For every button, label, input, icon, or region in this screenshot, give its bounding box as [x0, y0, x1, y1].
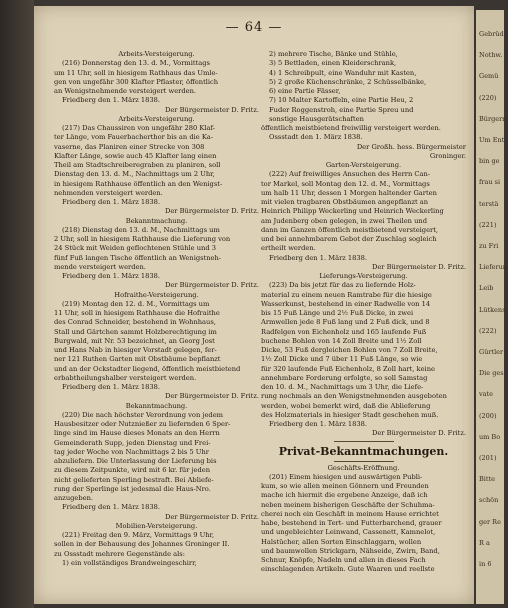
text-line: am Judenberg oben gelegen, in zwei Theilen und: [261, 216, 427, 225]
section-divider: [334, 441, 394, 442]
text-line: (201) Einem hiesigen und auswärtigen Publi-: [269, 472, 423, 481]
text-line: Ossstadt den 1. März 1838.: [269, 133, 363, 142]
text-line: für 320 laufende Fuß Eichenholz, 8 Zoll hart, keine: [261, 364, 435, 373]
adjacent-page-fragment: terstä: [479, 199, 499, 208]
text-line: 5) 2 große Küchenschränke, 2 Schüsselbänke,: [269, 77, 427, 86]
text-line: zu Ossstadt mehrere Gegenstände als:: [54, 549, 185, 558]
text-line: 3) 5 Bettladen, einen Kleiderschrank,: [269, 59, 397, 68]
private-notices: [261, 464, 466, 575]
adjacent-page-fragment: Bürgerm: [479, 114, 508, 123]
text-line: tor Markel, soll Montag den 12. d. M., Vormittags: [261, 179, 430, 188]
text-line: den 10. d. M., Nachmittags um 3 Uhr, die Liefe-: [261, 383, 424, 391]
adjacent-page-fragment: zu Fri: [479, 242, 499, 251]
text-line: Friedberg den 1. März 1838.: [62, 272, 161, 280]
adjacent-page-fragment: (221): [479, 220, 497, 229]
text-line: nehmenden versteigert werden.: [54, 188, 163, 197]
text-line: mache ich hiermit die ergebene Anzeige, daß ich: [261, 491, 428, 500]
text-line: fünf Fuß langen Tische öffentlich an Wenigstneh-: [54, 253, 222, 262]
text-line: werden, wobei bemerkt wird, daß die Ablieferung: [261, 401, 431, 410]
adjacent-page-fragment: (200): [479, 411, 497, 420]
text-line: Armwellen jede 8 Fuß lang und 2 Fuß dick, und 8: [261, 318, 430, 327]
text-line: 2) mehrere Tische, Bänke und Stühle,: [269, 50, 398, 58]
text-line: tag jeder Woche von Nachmittags 2 bis 5 Uhr: [54, 447, 209, 456]
text-line: Der Bürgermeister D. Fritz.: [164, 105, 259, 114]
section-divider: [334, 461, 394, 462]
adjacent-page-fragment: (222): [479, 326, 497, 335]
text-line: und bei annehmbarem Gebot der Zuschlag sogleich: [261, 235, 437, 243]
text-line: dann im Ganzen öffentlich meistbietend versteigert,: [261, 225, 439, 234]
text-line: Hausbesitzer oder Nutznießer zu liefernden 6 Sper-: [54, 420, 231, 428]
adjacent-page-fragment: Leib: [479, 284, 494, 293]
public-notices-continued: [261, 50, 466, 439]
text-line: (221) Freitag den 9. März, Vormittags 9 Uhr,: [62, 531, 215, 539]
text-line: Mobilien-Versteigerung.: [115, 521, 198, 530]
text-line: des Conrad Schneider, bestehend in Wohnhaus,: [54, 318, 216, 327]
adjacent-page-fragment: Gemü: [479, 72, 499, 81]
adjacent-page-fragment: Gebrüd: [479, 30, 504, 38]
text-line: (217) Das Chaussiren von ungefähr 280 Klaf-: [62, 124, 216, 132]
text-line: Fuder Roggenstroh, eine Partie Spreu und: [269, 105, 414, 114]
text-line: mende versteigert werden.: [54, 262, 146, 271]
text-line: gen von ungefähr 300 Klafter Pflaster, öffentlich: [54, 77, 219, 86]
text-line: 1½ Zoll Dicke und 7 über 11 Fuß Länge, so wie: [261, 355, 423, 364]
text-line: abzuliefern. Die Unterlassung der Lieferung bis: [54, 457, 217, 465]
text-line: 24 Stück mit Weiden geflochtenen Stühle und 3: [54, 244, 217, 253]
text-line: Theil am Stadtschreiberegraben zu planiren, soll: [54, 161, 221, 169]
text-line: öffentlich meistbietend freiwillig versteigert werden.: [261, 124, 441, 132]
adjacent-page-fragment: Lütkens: [479, 305, 506, 314]
text-line: Dicke, 53 Fuß dergleichen Bohlen von 7 Zoll Breite,: [261, 346, 438, 354]
text-line: habe, bestehend in Tert- und Futterbarchend, grauer: [261, 519, 442, 527]
text-line: mit vielen tragbaren Obstbäumen angepflanzt an: [261, 198, 429, 206]
text-line: Friedberg den 1. März 1838.: [62, 96, 161, 105]
text-line: Gemeinderath Supp, jeden Dienstag und Frei-: [54, 438, 211, 447]
text-line: sonstige Hausgerätschaften: [269, 114, 364, 123]
page-number: — 64 —: [225, 20, 283, 35]
text-line: Schnur, Knöpfe, Nadeln und allen in dieses Fach: [261, 556, 426, 564]
text-line: Dienstag den 13. d. M., Nachmittags um 2 Uhr,: [54, 170, 215, 179]
adjacent-page-fragment: Nothw.: [479, 51, 503, 60]
text-line: Friedberg den 1. März 1838.: [62, 198, 161, 206]
text-line: Groninger.: [429, 151, 466, 160]
text-line: Der Bürgermeister D. Fritz.: [164, 392, 259, 401]
text-line: Heinrich Philipp Weckerling und Heinrich Weckerling: [261, 207, 444, 216]
text-line: 11 Uhr, soll in hiesigem Rathhause die Hofraithe: [54, 309, 220, 317]
text-line: um 11 Uhr, soll in hiesigem Rathhaus das Umle-: [54, 68, 218, 77]
text-line: Arbeits-Versteigerung.: [118, 114, 195, 123]
text-line: (220) Die nach höchster Verordnung von jedem: [62, 410, 223, 419]
text-line: Halstücher, allen Sorten Einschlaggarn, wollen: [261, 537, 422, 546]
text-line: um halb 11 Uhr, dessen 1 Morgen haltender Garten: [261, 188, 437, 197]
text-line: sollen in der Behausung des Johannes Groninger II.: [54, 540, 230, 549]
adjacent-page-fragment: um Bo: [479, 432, 501, 441]
text-line: ter Länge, vom Fauerbacherthor bis an die Ka-: [54, 133, 214, 142]
text-line: zu diesem Zeitpunkte, wird mit 6 kr. für jeden: [54, 466, 211, 475]
newspaper-page: [34, 6, 474, 604]
text-line: Bekanntmachung.: [125, 401, 188, 410]
adjacent-page-fragment: schön: [479, 496, 499, 505]
text-line: und an der Ockstadter liegend, öffentlich meistbietend: [54, 364, 241, 373]
adjacent-page-fragment: Die ges: [479, 369, 504, 378]
text-line: buchene Bohlen von 14 Zoll Breite und 1½ Zoll: [261, 336, 422, 345]
text-line: rung der Sperlinge ist jedesmal die Haus-Nro.: [54, 484, 211, 493]
text-line: Der Bürgermeister D. Fritz.: [164, 281, 259, 290]
text-line: ertheilt werden.: [261, 244, 316, 253]
text-line: anzugeben.: [54, 494, 94, 502]
adjacent-page-fragment: Lieferun: [479, 263, 507, 272]
text-line: Hofraithe-Versteigerung.: [114, 290, 199, 299]
adjacent-page-fragment: in 6: [479, 560, 492, 569]
text-line: bis 15 Fuß Länge und 2½ Fuß Dicke, in zwei: [261, 309, 414, 317]
book-spine-shadow: [0, 0, 34, 608]
text-line: Friedberg den 1. März 1838.: [62, 503, 161, 512]
text-line: linge sind im Hause dieses Monats an den Herrn: [54, 429, 220, 438]
adjacent-page-fragment: frau si: [479, 178, 501, 187]
text-line: und ungebleichter Leinwand, Cassenett, Kamnelot,: [261, 528, 436, 537]
text-line: Wasserkunst, bestehend in einer Radwelle von 14: [261, 299, 431, 308]
text-line: Klafter Länge, sowie auch 45 Klafter lang einen: [54, 151, 217, 160]
adjacent-page-fragment: (220): [479, 93, 497, 102]
text-line: rung nochmals an den Wenigstnehmenden ausgeboten: [261, 392, 447, 401]
text-line: kum, so wie allen meinen Gönnern und Freunden: [261, 482, 429, 490]
adjacent-page-fragment: R a: [479, 538, 490, 547]
text-line: Friedberg den 1. März 1838.: [62, 383, 161, 391]
text-line: des Holzmaterials in hiesiger Stadt geschehen muß.: [261, 410, 439, 419]
text-line: Friedberg den 1. März 1838.: [269, 420, 368, 428]
adjacent-page-fragment: bin ge: [479, 157, 500, 166]
private-notices-heading: Privat-Bekanntmachungen.: [278, 444, 449, 458]
text-line: cherei noch ein Geschäft in meinem Hause errichtet: [261, 509, 439, 518]
text-line: 4) 1 Schreibpult, eine Wanduhr mit Kasten,: [269, 68, 417, 77]
adjacent-page-fragment: (201): [479, 454, 497, 463]
text-line: nicht gelieferten Sperling bestraft. Bei Abliefe-: [54, 475, 214, 484]
text-line: und baumwollen Strickgarn, Nähseide, Zwirn, Band,: [261, 546, 440, 555]
text-line: Bekanntmachung.: [125, 216, 188, 225]
text-line: Friedberg den 1. März 1838.: [269, 253, 368, 262]
text-line: (216) Donnerstag den 13. d. M., Vormittags: [62, 59, 210, 68]
text-line: vaserne, das Planiren einer Strecke von 308: [54, 142, 205, 151]
text-line: Garten-Versteigerung.: [325, 161, 402, 169]
text-line: erbabtheilungshalber versteigert werden.: [54, 373, 197, 382]
text-line: Der Bürgermeister D. Fritz.: [371, 429, 466, 438]
text-line: Der Bürgermeister D. Fritz.: [164, 512, 259, 521]
text-line: neben meinem bisherigen Geschäfte der Schuhma-: [261, 500, 435, 509]
adjacent-page-fragment: Bitte: [479, 475, 495, 484]
adjacent-page-fragment: Um Ent: [479, 136, 505, 145]
text-line: in hiesigem Rathhause öffentlich an den Wenigst-: [54, 179, 223, 188]
right-column: [261, 50, 466, 575]
text-line: an Wenigstnehmende versteigert werden.: [54, 87, 197, 95]
text-line: Geschäfts-Eröffnung.: [327, 463, 400, 472]
text-line: Arbeits-Versteigerung.: [118, 50, 195, 58]
text-line: material zu einem neuen Ramtrabe für die hiesige: [261, 290, 432, 299]
adjacent-page-edge: [476, 10, 508, 604]
text-line: (222) Auf freiwilliges Ansuchen des Herrn Can-: [269, 170, 431, 179]
adjacent-page-fragment: ger Re: [479, 517, 501, 526]
text-line: Der Großh. hess. Bürgermeister: [356, 142, 466, 151]
text-line: Der Bürgermeister D. Fritz.: [164, 207, 259, 216]
adjacent-page-fragment: vate: [479, 390, 494, 399]
text-line: 7) 10 Malter Kartoffeln, eine Partie Heu, 2: [269, 96, 414, 105]
text-line: Radfelgen von Eichenholz und 165 laufende Fuß: [261, 327, 427, 336]
text-line: 2 Uhr, soll in hiesigem Rathhause die Lieferung von: [54, 235, 231, 243]
text-line: Der Bürgermeister D. Fritz.: [371, 262, 466, 271]
text-line: (223) Da bis jetzt für das zu liefernde Holz-: [269, 281, 416, 290]
text-line: (219) Montag den 12. d. M., Vormittags um: [62, 299, 210, 308]
text-line: Burgwald, mit Nr. 53 bezeichnet, an Georg Jost: [54, 336, 215, 345]
left-column: [54, 50, 259, 568]
text-line: Stall und Gärtchen sammt Holzberechtigung im: [54, 327, 217, 336]
text-line: 6) eine Partie Fässer,: [269, 87, 341, 95]
text-line: 1) ein vollständiges Brandweingeschirr,: [62, 558, 197, 567]
text-line: annehmbare Forderung erfolgte, so soll Samstag: [261, 373, 428, 382]
text-line: Lieferungs-Versteigerung.: [319, 272, 408, 280]
text-line: einschlagenden Artikeln. Gute Waaren und reellste: [261, 565, 435, 574]
text-line: (218) Dienstag den 13. d. M., Nachmittags um: [62, 225, 220, 234]
text-line: und Hans Nab in hiesiger Vorstadt gelegen, fer-: [54, 346, 217, 354]
text-line: ner 121 Ruthen Garten mit Obstbäume bepflanzt: [54, 355, 221, 364]
adjacent-page-fragment: Gürtler: [479, 348, 504, 357]
